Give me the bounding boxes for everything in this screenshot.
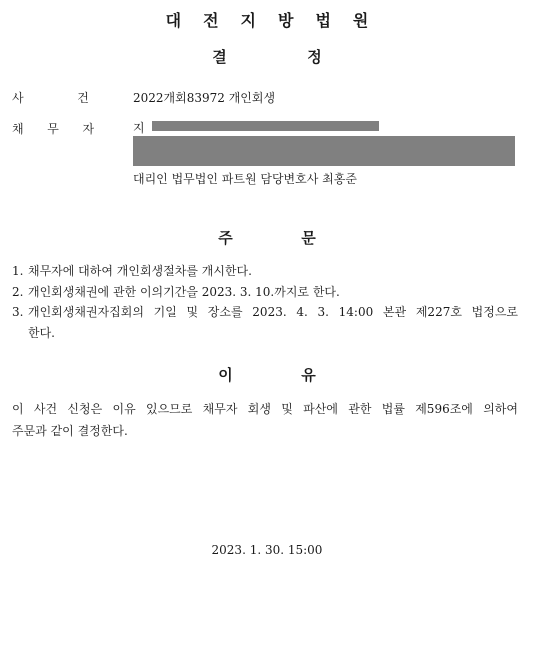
title-char-2: 정 [307,48,322,66]
title-char-1: 결 [212,48,227,66]
agent-line: 대리인 법무법인 파트원 담당변호사 최홍준 [133,172,357,186]
order-item-3 [12,302,518,322]
order-item-text: 개인회생채권자집회의 기일 및 장소를 2023. 4. 3. 14:00 본관 제227호 법정으로 [28,305,518,319]
order-item-1 [12,261,518,281]
order-item-2 [12,282,518,302]
order-heading-char-1: 주 [218,229,233,247]
debtor-label-char-3: 자 [82,122,95,136]
decision-date: 2023. 1. 30. 15:00 [211,543,323,557]
case-label [12,89,89,106]
reason-heading [0,364,534,385]
case-number: 2022개회83972 개인회생 [133,91,276,105]
order-item-text: 채무자에 대하여 개인회생절차를 개시한다. [28,264,252,278]
redacted-debtor-address [133,136,515,166]
case-label-char-2: 건 [77,91,89,105]
order-item-text: 개인회생채권에 관한 이의기간을 2023. 3. 10.까지로 한다. [28,285,340,299]
order-item-number: 1. [12,264,24,278]
order-item-number: 3. [12,305,24,319]
reason-heading-char-1: 이 [218,366,233,384]
order-item-number: 2. [12,285,24,299]
reason-text-line-2: 주문과 같이 결정한다. [12,424,128,438]
reason-text-line-1: 이 사건 신청은 이유 있으므로 채무자 회생 및 파산에 관한 법률 제596조에 의하여 [12,402,518,416]
debtor-label [12,120,94,137]
reason-heading-char-2: 유 [301,366,316,384]
court-name: 대전지방법원 [165,11,391,30]
case-label-char-1: 사 [12,91,24,105]
redacted-debtor-name [152,121,379,131]
order-item-3-continuation: 한다. [28,326,55,340]
order-heading-char-2: 문 [301,229,316,247]
debtor-name-prefix: 지 [133,121,145,135]
debtor-label-char-1: 채 [12,122,24,136]
document-title [0,46,534,67]
debtor-label-char-2: 무 [47,122,59,136]
order-heading [0,227,534,248]
